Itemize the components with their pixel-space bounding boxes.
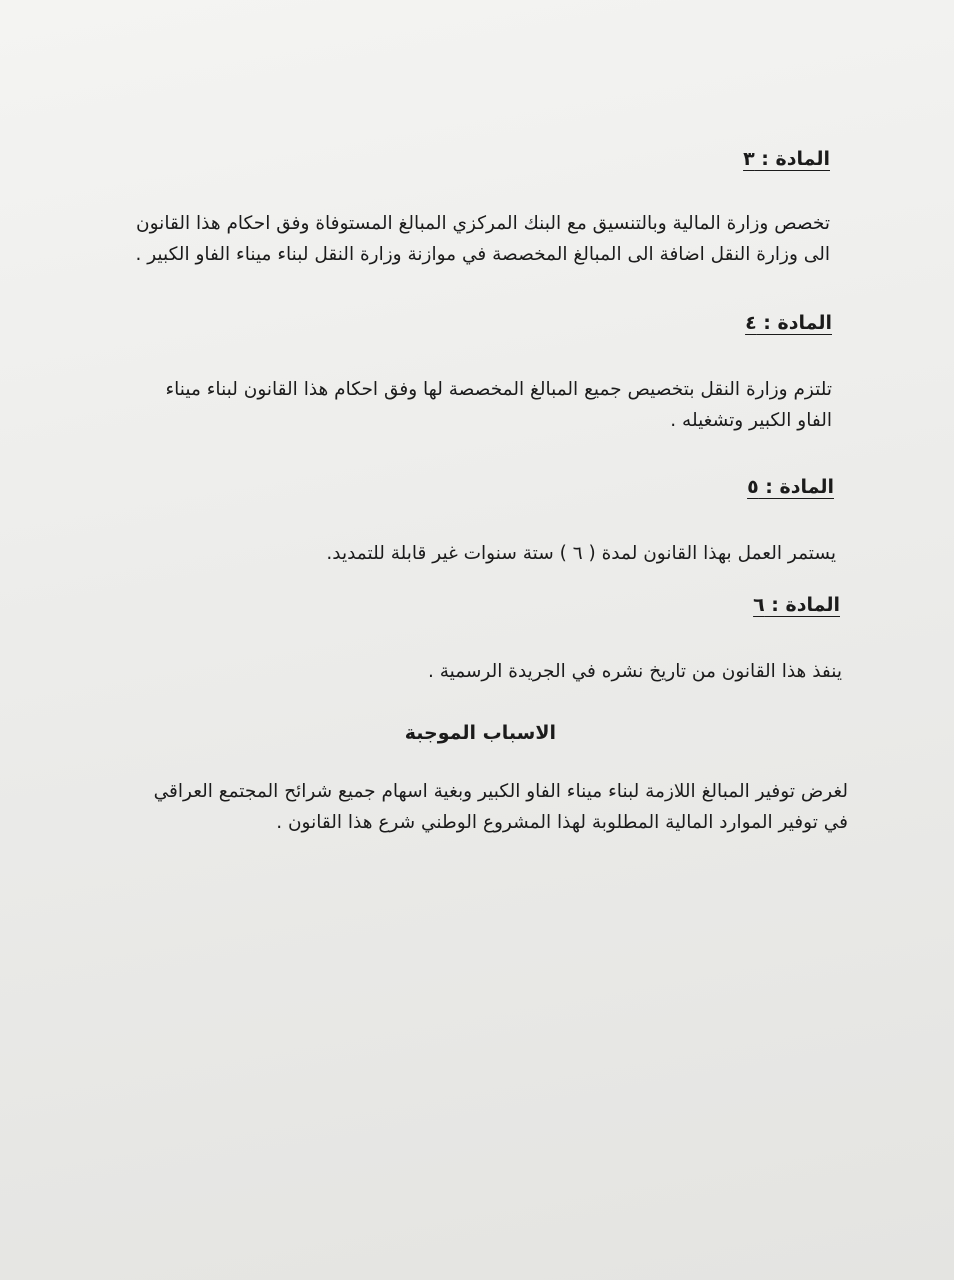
article-5-text: يستمر العمل بهذا القانون لمدة ( ٦ ) ستة سنوات غير قابلة للتمديد. [326,543,836,564]
article-3-heading: المادة : ٣ [743,148,830,170]
article-5-heading: المادة : ٥ [747,476,834,498]
article-6-heading: المادة : ٦ [753,594,840,616]
article-6-text: ينفذ هذا القانون من تاريخ نشره في الجريدة الرسمية . [427,661,842,682]
article-3-text: تخصص وزارة المالية وبالتنسيق مع البنك المركزي المبالغ المستوفاة وفق احكام هذا القانون الى وزارة النقل اضافة الى المبالغ المخصصة في موازنة وزارة النقل لبناء ميناء الفاو الكبير . [135,213,830,265]
article-4-heading: المادة : ٤ [745,312,832,334]
reasons-text: لغرض توفير المبالغ اللازمة لبناء ميناء الفاو الكبير وبغية اسهام جميع شرائح المجتمع العراقي في توفير الموارد المالية المطلوبة لهذا المشروع الوطني شرع هذا القانون . [153,781,848,833]
reasons-title: الاسباب الموجبة [404,722,556,744]
article-4-text: تلتزم وزارة النقل بتخصيص جميع المبالغ المخصصة لها وفق احكام هذا القانون لبناء ميناء الفاو الكبير وتشغيله . [165,379,832,431]
